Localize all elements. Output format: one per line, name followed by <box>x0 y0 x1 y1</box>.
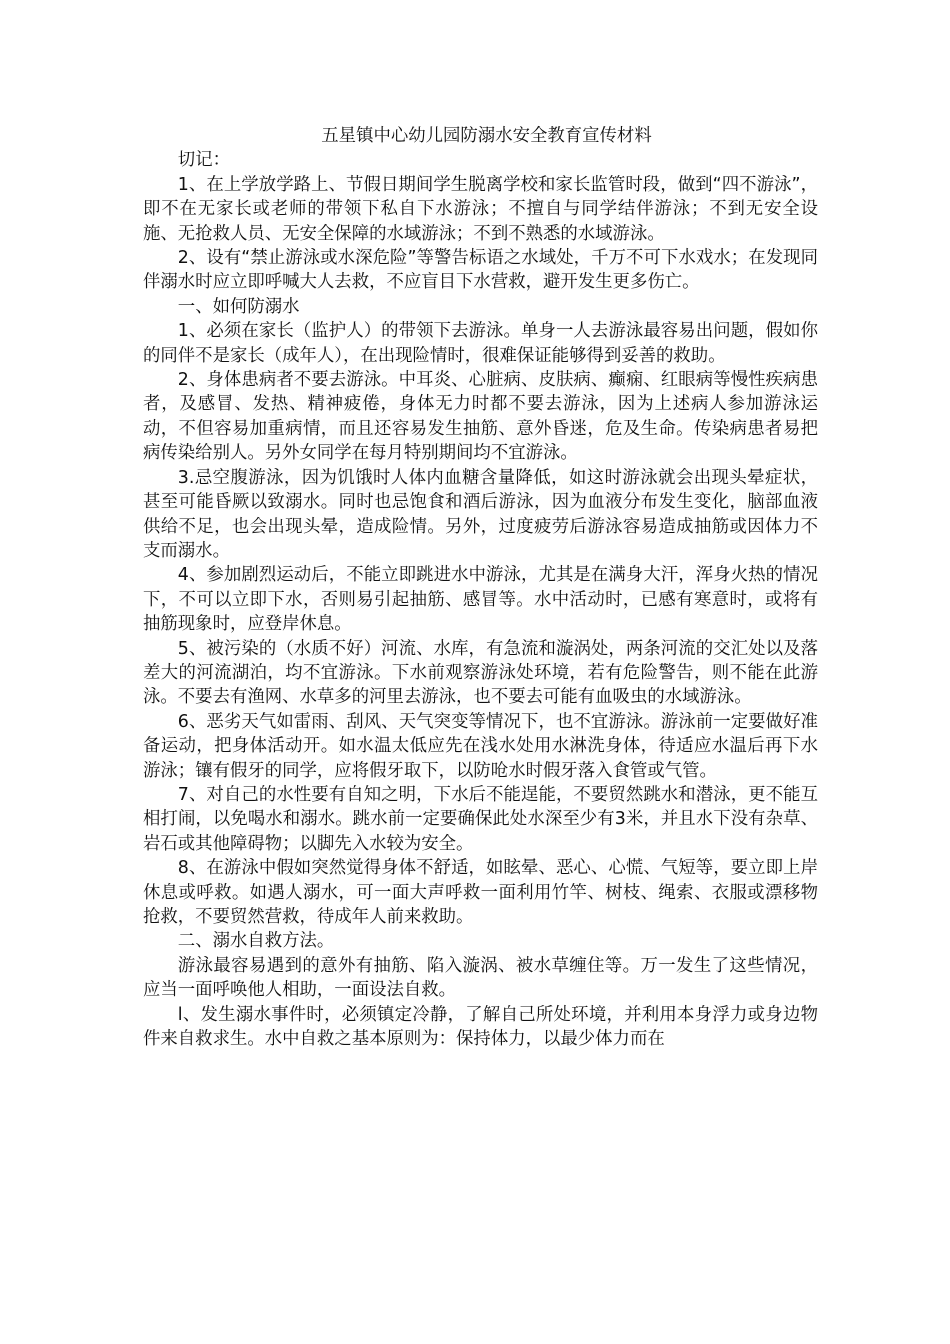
paragraph: 8、在游泳中假如突然觉得身体不舒适，如眩晕、恶心、心慌、气短等，要立即上岸休息或呼救。如遇人溺水，可一面大声呼救一面利用竹竿、树枝、绳索、衣服或漂移物抢救，不要贸然营救，待成年人前来救助。 <box>143 858 818 927</box>
document-title: 五星镇中心幼儿园防溺水安全教育宣传材料 <box>321 126 652 146</box>
paragraph: 5、被污染的（水质不好）河流、水库，有急流和漩涡处，两条河流的交汇处以及落差大的河流湖泊，均不宜游泳。下水前观察游泳处环境，若有危险警告，则不能在此游泳。不要去有渔网、水草多的河里去游泳，也不要去可能有血吸虫的水域游泳。 <box>143 638 818 708</box>
paragraph: 4、参加剧烈运动后，不能立即跳进水中游泳，尤其是在满身大汗，浑身火热的情况下，不可以立即下水，否则易引起抽筋、感冒等。水中活动时，已感有寒意时，或将有抽筋现象时，应登岸休息。 <box>143 565 818 635</box>
document-page <box>143 124 818 1051</box>
paragraph-remember: 切记： <box>177 150 230 171</box>
section-heading: 二、溺水自救方法。 <box>177 931 335 952</box>
paragraph: 1、在上学放学路上、节假日期间学生脱离学校和家长监管时段，做到“四不游泳”，即不在无家长或老师的带领下私自下水游泳；不擅自与同学结伴游泳；不到无安全设施、无抢救人员、无安全保障的水域游泳；不到不熟悉的水域游泳。 <box>143 174 818 244</box>
paragraph: 7、对自己的水性要有自知之明，下水后不能逞能，不要贸然跳水和潜泳，更不能互相打闹，以免喝水和溺水。跳水前一定要确保此处水深至少有3米，并且水下没有杂草、岩石或其他障碍物；以脚先入水较为安全。 <box>143 784 818 854</box>
section-heading: 一、如何防溺水 <box>177 296 300 317</box>
paragraph: 游泳最容易遇到的意外有抽筋、陷入漩涡、被水草缠住等。万一发生了这些情况，应当一面呼唤他人相助，一面设法自救。 <box>143 955 818 1001</box>
paragraph: 1、必须在家长（监护人）的带领下去游泳。单身一人去游泳最容易出问题，假如你的同伴不是家长（成年人），在出现险情时，很难保证能够得到妥善的救助。 <box>143 321 818 366</box>
paragraph: 2、设有“禁止游泳或水深危险”等警告标语之水域处，千万不可下水戏水；在发现同伴溺水时应立即呼喊大人去救，不应盲目下水营救，避开发生更多伤亡。 <box>143 248 818 293</box>
paragraph: l、发生溺水事件时，必须镇定冷静，了解自己所处环境，并利用本身浮力或身边物件来自救求生。水中自救之基本原则为：保持体力，以最少体力而在 <box>143 1004 818 1050</box>
paragraph: 6、恶劣天气如雷雨、刮风、天气突变等情况下，也不宜游泳。游泳前一定要做好准备运动，把身体活动开。如水温太低应先在浅水处用水淋洗身体，待适应水温后再下水游泳；镶有假牙的同学，应将假牙取下，以防呛水时假牙落入食管或气管。 <box>143 711 818 781</box>
paragraph: 2、身体患病者不要去游泳。中耳炎、心脏病、皮肤病、癫痫、红眼病等慢性疾病患者，及感冒、发热、精神疲倦，身体无力时都不要去游泳，因为上述病人参加游泳运动，不但容易加重病情，而且还容易发生抽筋、意外昏迷，危及生命。传染病患者易把病传染给别人。另外女同学在每月特别期间均不宜游泳。 <box>143 370 818 464</box>
paragraph: 3.忌空腹游泳，因为饥饿时人体内血糖含量降低，如这时游泳就会出现头晕症状，甚至可能昏厥以致溺水。同时也忌饱食和酒后游泳，因为血液分布发生变化，脑部血液供给不足，也会出现头晕，造成险情。另外，过度疲劳后游泳容易造成抽筋或因体力不支而溺水。 <box>143 467 818 561</box>
